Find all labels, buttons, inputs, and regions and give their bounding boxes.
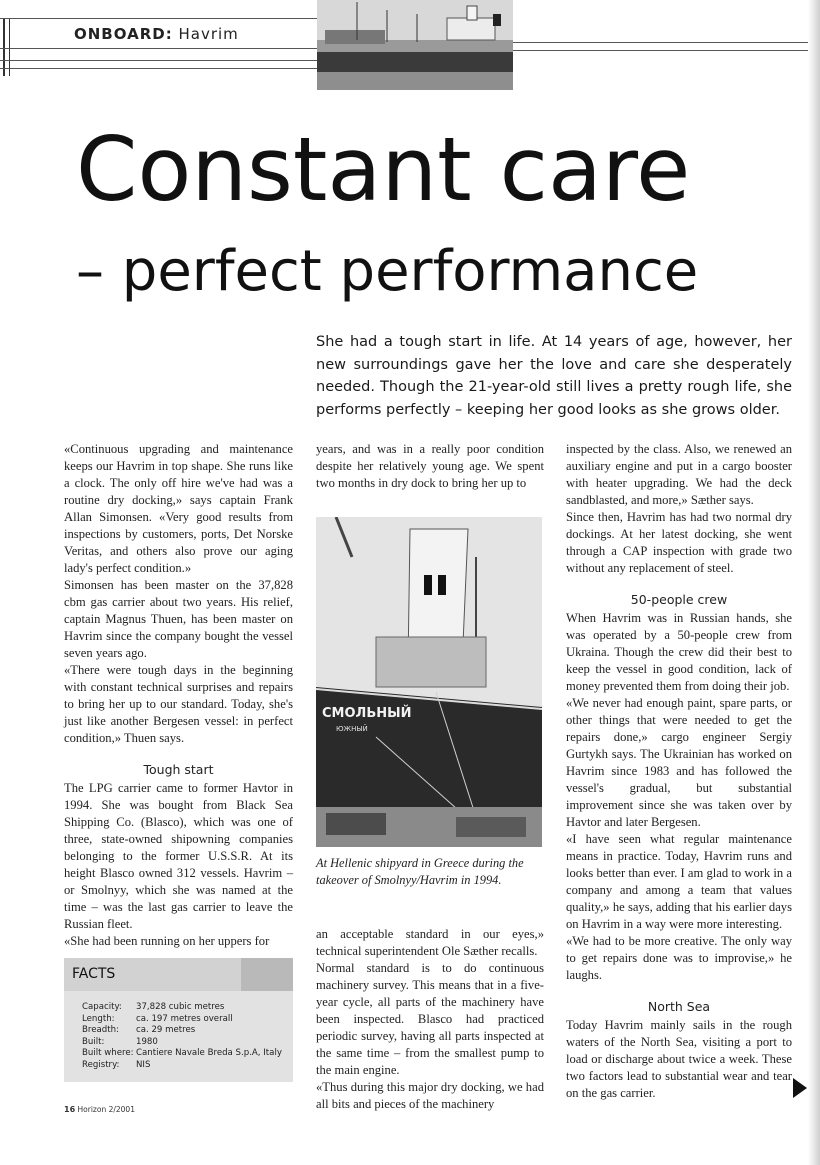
paragraph: Normal standard is to do continuous machinery survey. This means that in a five-year cycle, all parts of the machinery have been inspected. Blasco had practiced periodic survey, having all parts inspected at the same time – from the smallest pump to the main engine. <box>316 961 544 1077</box>
paragraph: «We had to be more creative. The only way to get repairs done was to improvise,» he laughs. <box>566 934 792 982</box>
header-rule <box>513 42 820 43</box>
facts-title: FACTS <box>72 966 116 982</box>
lead-paragraph: She had a tough start in life. At 14 years of age, however, her new surroundings gave her the love and care she desperately needed. Though the 21-year-old still lives a pretty rough life, she performs perfectly – keeping her good looks as she grows older. <box>316 334 792 418</box>
paragraph: Simonsen has been master on the 37,828 cbm gas carrier about two years. His relief, captain Magnus Thuen, has been master on Havrim since the company bought the vessel seven years ago. <box>64 578 293 660</box>
header-photo <box>317 0 513 90</box>
paragraph: years, and was in a really poor condition despite her relatively young age. We spent two months in dry dock to bring her up to <box>316 442 544 490</box>
header-rule <box>0 60 317 61</box>
paragraph: an acceptable standard in our eyes,» technical superintendent Ole Sæther recalls. <box>316 927 544 958</box>
paragraph: When Havrim was in Russian hands, she was operated by a 50-people crew from Ukraina. Though the crew did their best to keep the vessel in good condition, lack of money prevented them from doing their job. <box>566 611 792 693</box>
paragraph: inspected by the class. Also, we renewed an auxiliary engine and put in a cargo booster with heater upgrading. We had the deck sandblasted, and more,» Sæther says. <box>566 442 792 507</box>
photo-caption: At Hellenic shipyard in Greece during the takeover of Smolnyy/Havrim in 1994. <box>316 856 524 887</box>
facts-value: NIS <box>136 1059 151 1070</box>
header-rule <box>0 18 317 19</box>
column-1 <box>64 441 293 950</box>
paragraph: «She had been running on her uppers for <box>64 934 270 948</box>
facts-value: ca. 197 metres overall <box>136 1013 233 1024</box>
subheading: Tough start <box>143 762 214 777</box>
facts-label: Capacity: <box>82 1002 122 1012</box>
paragraph: «There were tough days in the beginning with constant technical surprises and repairs to bring her up to our standard. Today, she's just like another Bergesen vessel: in perfect condition,» Thuen says. <box>64 663 293 745</box>
facts-row <box>82 1060 282 1072</box>
ship-port-text: ЮЖНЫЙ <box>336 725 368 733</box>
port-illustration <box>317 0 513 90</box>
paragraph: Since then, Havrim has had two normal dry dockings. At her latest docking, she went through a CAP inspection with grade two without any replacement of steel. <box>566 510 792 575</box>
page-number: 16 <box>64 1105 76 1114</box>
facts-row <box>82 1025 282 1037</box>
page-footer <box>64 1105 135 1114</box>
page-edge <box>808 0 820 1165</box>
column-2-bottom <box>316 926 544 1113</box>
headline-subtitle: – perfect performance <box>76 239 699 304</box>
issue-label: Horizon 2/2001 <box>77 1105 135 1114</box>
facts-row <box>82 1002 282 1014</box>
facts-label: Registry: <box>82 1059 120 1070</box>
paragraph: «I have seen what regular maintenance means in practice. Today, Havrim runs and looks better than ever. I am glad to work in a company and among a team that values quality,» he says, adding that his earlier days on Havrim in a way were more interesting. <box>566 832 792 931</box>
facts-box <box>64 958 293 1082</box>
header-rule <box>0 48 317 49</box>
ship-photo <box>316 517 542 847</box>
facts-value: 37,828 cubic metres <box>136 1002 225 1012</box>
subheading: North Sea <box>647 999 711 1014</box>
facts-value: ca. 29 metres <box>136 1025 196 1035</box>
facts-list <box>82 1002 282 1071</box>
facts-row <box>82 1048 282 1060</box>
header-rule <box>0 68 317 69</box>
facts-label: Breadth: <box>82 1025 119 1035</box>
section-name: ONBOARD: <box>74 25 173 43</box>
paragraph: «Thus during this major dry docking, we had all bits and pieces of the machinery <box>316 1080 544 1111</box>
facts-label: Built: <box>82 1036 105 1047</box>
headline-title: Constant care <box>76 118 691 221</box>
ship-illustration <box>316 517 542 847</box>
paragraph: «Continuous upgrading and maintenance keeps our Havrim in top shape. She runs like a clock. The only off hire we've had was a routine dry docking,» says captain Frank Allan Simonsen. «Very good results from inspections by customers, ports, Det Norske Veritas, and others also prove our aging lady's perfect condition.» <box>64 442 293 575</box>
continue-arrow-icon <box>793 1078 807 1098</box>
ship-name-text: СМОЛЬНЫЙ <box>322 706 412 721</box>
facts-label: Built where: <box>82 1048 134 1058</box>
subheading: 50-people crew <box>630 592 728 607</box>
column-2-top <box>316 441 544 492</box>
paragraph: Today Havrim mainly sails in the rough waters of the North Sea, visiting a port to load or discharge about twice a week. These two factors lead to substantial wear and tear on the gas carrier. <box>566 1018 792 1100</box>
facts-header <box>64 958 293 991</box>
facts-value: Cantiere Navale Breda S.p.A, Italy <box>136 1048 282 1058</box>
facts-tab <box>241 958 293 991</box>
facts-row <box>82 1037 282 1049</box>
section-vessel: Havrim <box>178 25 239 43</box>
column-3 <box>566 441 792 1102</box>
facts-value: 1980 <box>136 1036 158 1047</box>
facts-row <box>82 1014 282 1026</box>
header-rule <box>513 50 820 51</box>
facts-label: Length: <box>82 1013 115 1024</box>
section-label <box>74 25 239 43</box>
paragraph: «We never had enough paint, spare parts, or other things that were needed to get the repairs done,» cargo engineer Sergiy Gurtykh says. The Ukrainian has worked on Havrim since 1983 and has followed the vessel's gradual, but substantial improvement since she was taken over by Havtor and later Bergesen. <box>566 696 792 829</box>
paragraph: The LPG carrier came to former Havtor in 1994. She was bought from Black Sea Shipping Co. (Blasco), which was one of three, state-owned shipowning companies belonging to the former U.S.S.R. At its height Blasco owned 312 vessels. Havrim – or Smolnyy, which she was named at the time – was the last gas carrier to leave the Russian fleet. <box>64 781 293 931</box>
